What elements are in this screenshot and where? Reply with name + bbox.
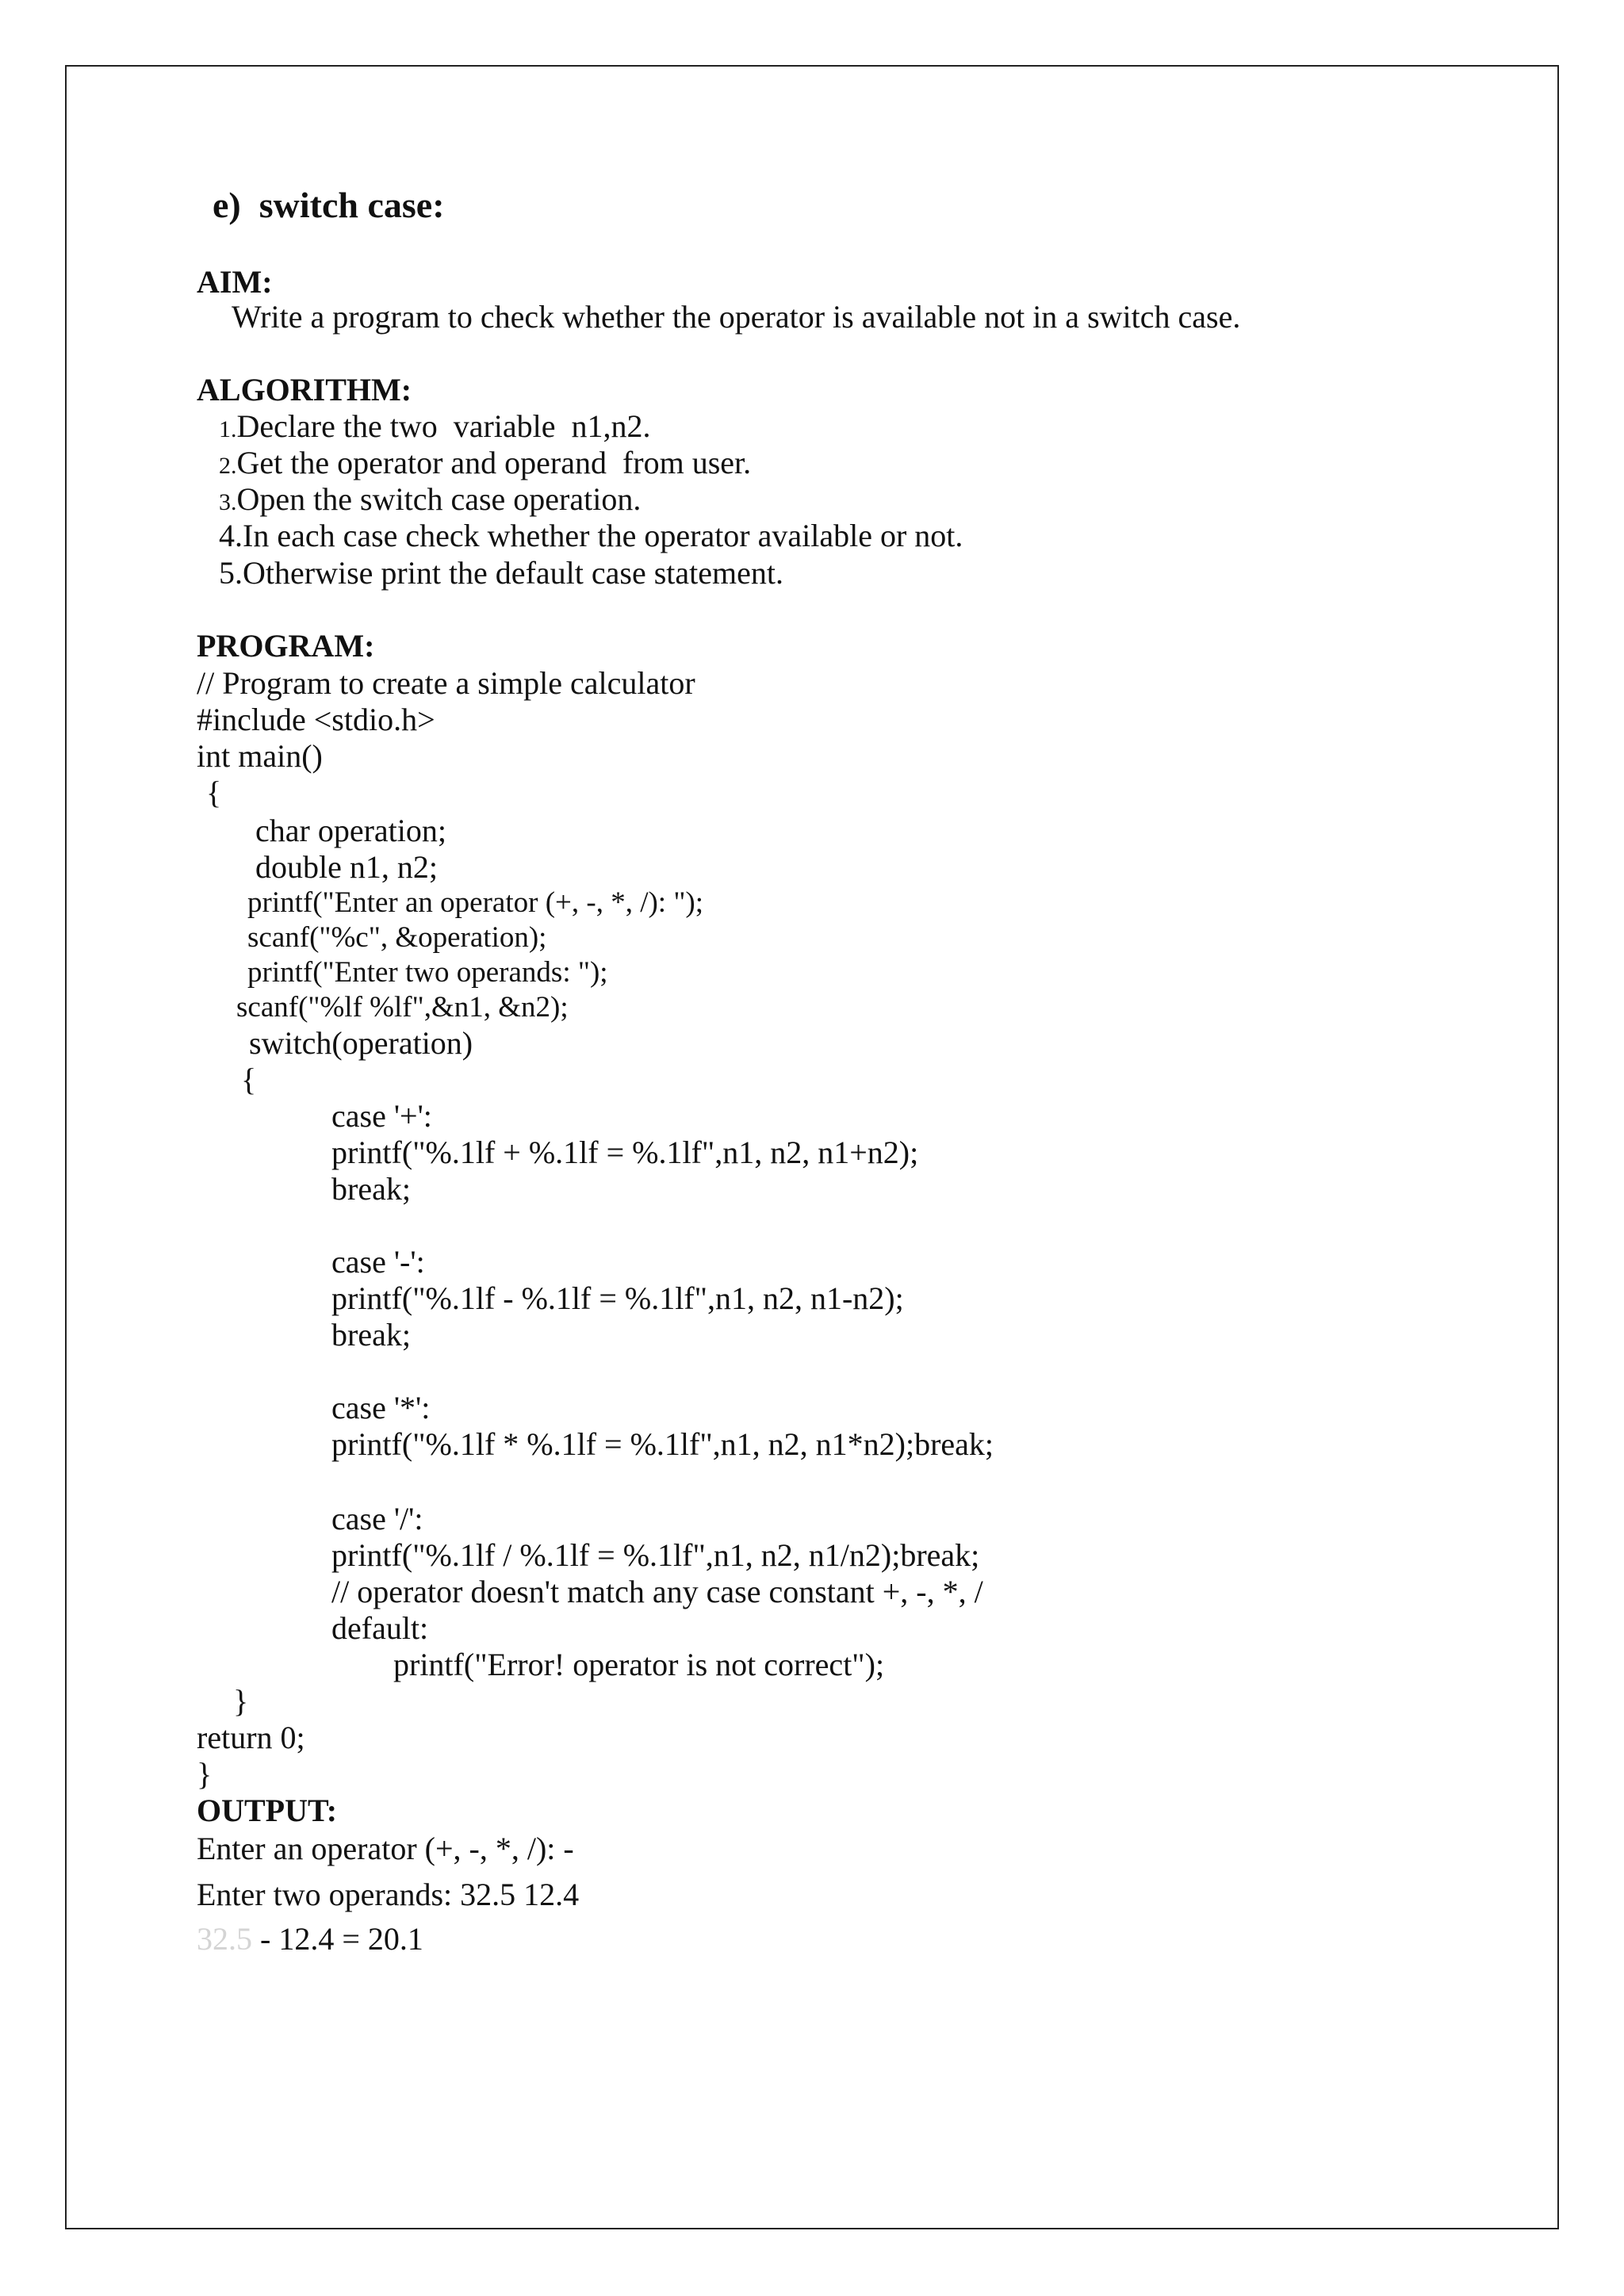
- code-line: case '-':: [331, 1244, 425, 1280]
- code-line: printf("%.1lf + %.1lf = %.1lf",n1, n2, n1+n2);: [331, 1135, 919, 1170]
- algorithm-step: [219, 408, 651, 444]
- code-line: int main(): [197, 738, 323, 774]
- section-title: e) switch case:: [213, 185, 445, 225]
- output-line: Enter two operands: 32.5 12.4: [197, 1877, 580, 1912]
- code-line: printf("%.1lf * %.1lf = %.1lf",n1, n2, n1*n2);break;: [331, 1426, 994, 1462]
- code-line: scanf("%c", &operation);: [247, 921, 547, 954]
- step-number: 3.: [219, 489, 237, 515]
- step-text: Get the operator and operand from user.: [236, 445, 752, 480]
- code-line: printf("Error! operator is not correct");: [393, 1647, 885, 1682]
- code-line: // Program to create a simple calculator: [197, 665, 695, 701]
- output-result: - 12.4 = 20.1: [252, 1921, 423, 1957]
- output-faded-value: 32.5: [197, 1921, 252, 1957]
- program-heading: PROGRAM:: [197, 628, 375, 664]
- step-number: 2.: [219, 453, 237, 479]
- output-line: [197, 1923, 423, 1955]
- code-line: case '+':: [331, 1098, 432, 1134]
- aim-text: Write a program to check whether the operator is available not in a switch case.: [232, 299, 1241, 335]
- code-line: printf("Enter an operator (+, -, *, /): ");: [247, 886, 704, 919]
- code-line: switch(operation): [249, 1025, 473, 1061]
- code-line: printf("%.1lf - %.1lf = %.1lf",n1, n2, n1-n2);: [331, 1280, 904, 1316]
- step-text: In each case check whether the operator available or not.: [243, 518, 963, 553]
- code-line: case '/':: [331, 1501, 423, 1536]
- code-line: // operator doesn't match any case constant +, -, *, /: [331, 1574, 983, 1609]
- step-number: 4.: [219, 518, 243, 553]
- code-line: printf("%.1lf / %.1lf = %.1lf",n1, n2, n1/n2);break;: [331, 1537, 980, 1573]
- step-text: Declare the two variable n1,n2.: [236, 408, 651, 444]
- algorithm-step: [219, 520, 963, 552]
- aim-heading: AIM:: [197, 264, 273, 300]
- code-line: break;: [331, 1317, 411, 1353]
- output-line: Enter an operator (+, -, *, /): -: [197, 1831, 574, 1866]
- code-line: return 0;: [197, 1720, 305, 1755]
- code-line: char operation;: [255, 813, 446, 848]
- algorithm-step: [219, 481, 642, 517]
- step-text: Open the switch case operation.: [236, 481, 642, 517]
- algorithm-heading: ALGORITHM:: [197, 372, 412, 408]
- step-number: 5.: [219, 555, 243, 591]
- code-line: scanf("%lf %lf",&n1, &n2);: [236, 991, 569, 1024]
- output-heading: OUTPUT:: [197, 1793, 338, 1828]
- code-line: }: [197, 1756, 213, 1792]
- code-line: printf("Enter two operands: ");: [247, 956, 608, 989]
- code-line: {: [241, 1062, 257, 1097]
- algorithm-step: [219, 447, 751, 479]
- step-number: 1.: [219, 416, 237, 442]
- code-line: double n1, n2;: [255, 849, 438, 885]
- code-line: #include <stdio.h>: [197, 702, 435, 737]
- code-line: break;: [331, 1171, 411, 1207]
- code-line: }: [233, 1683, 249, 1719]
- code-line: {: [206, 775, 222, 810]
- code-line: case '*':: [331, 1390, 431, 1425]
- algorithm-step: [219, 557, 783, 589]
- step-text: Otherwise print the default case statement.: [243, 555, 783, 591]
- code-line: default:: [331, 1610, 429, 1646]
